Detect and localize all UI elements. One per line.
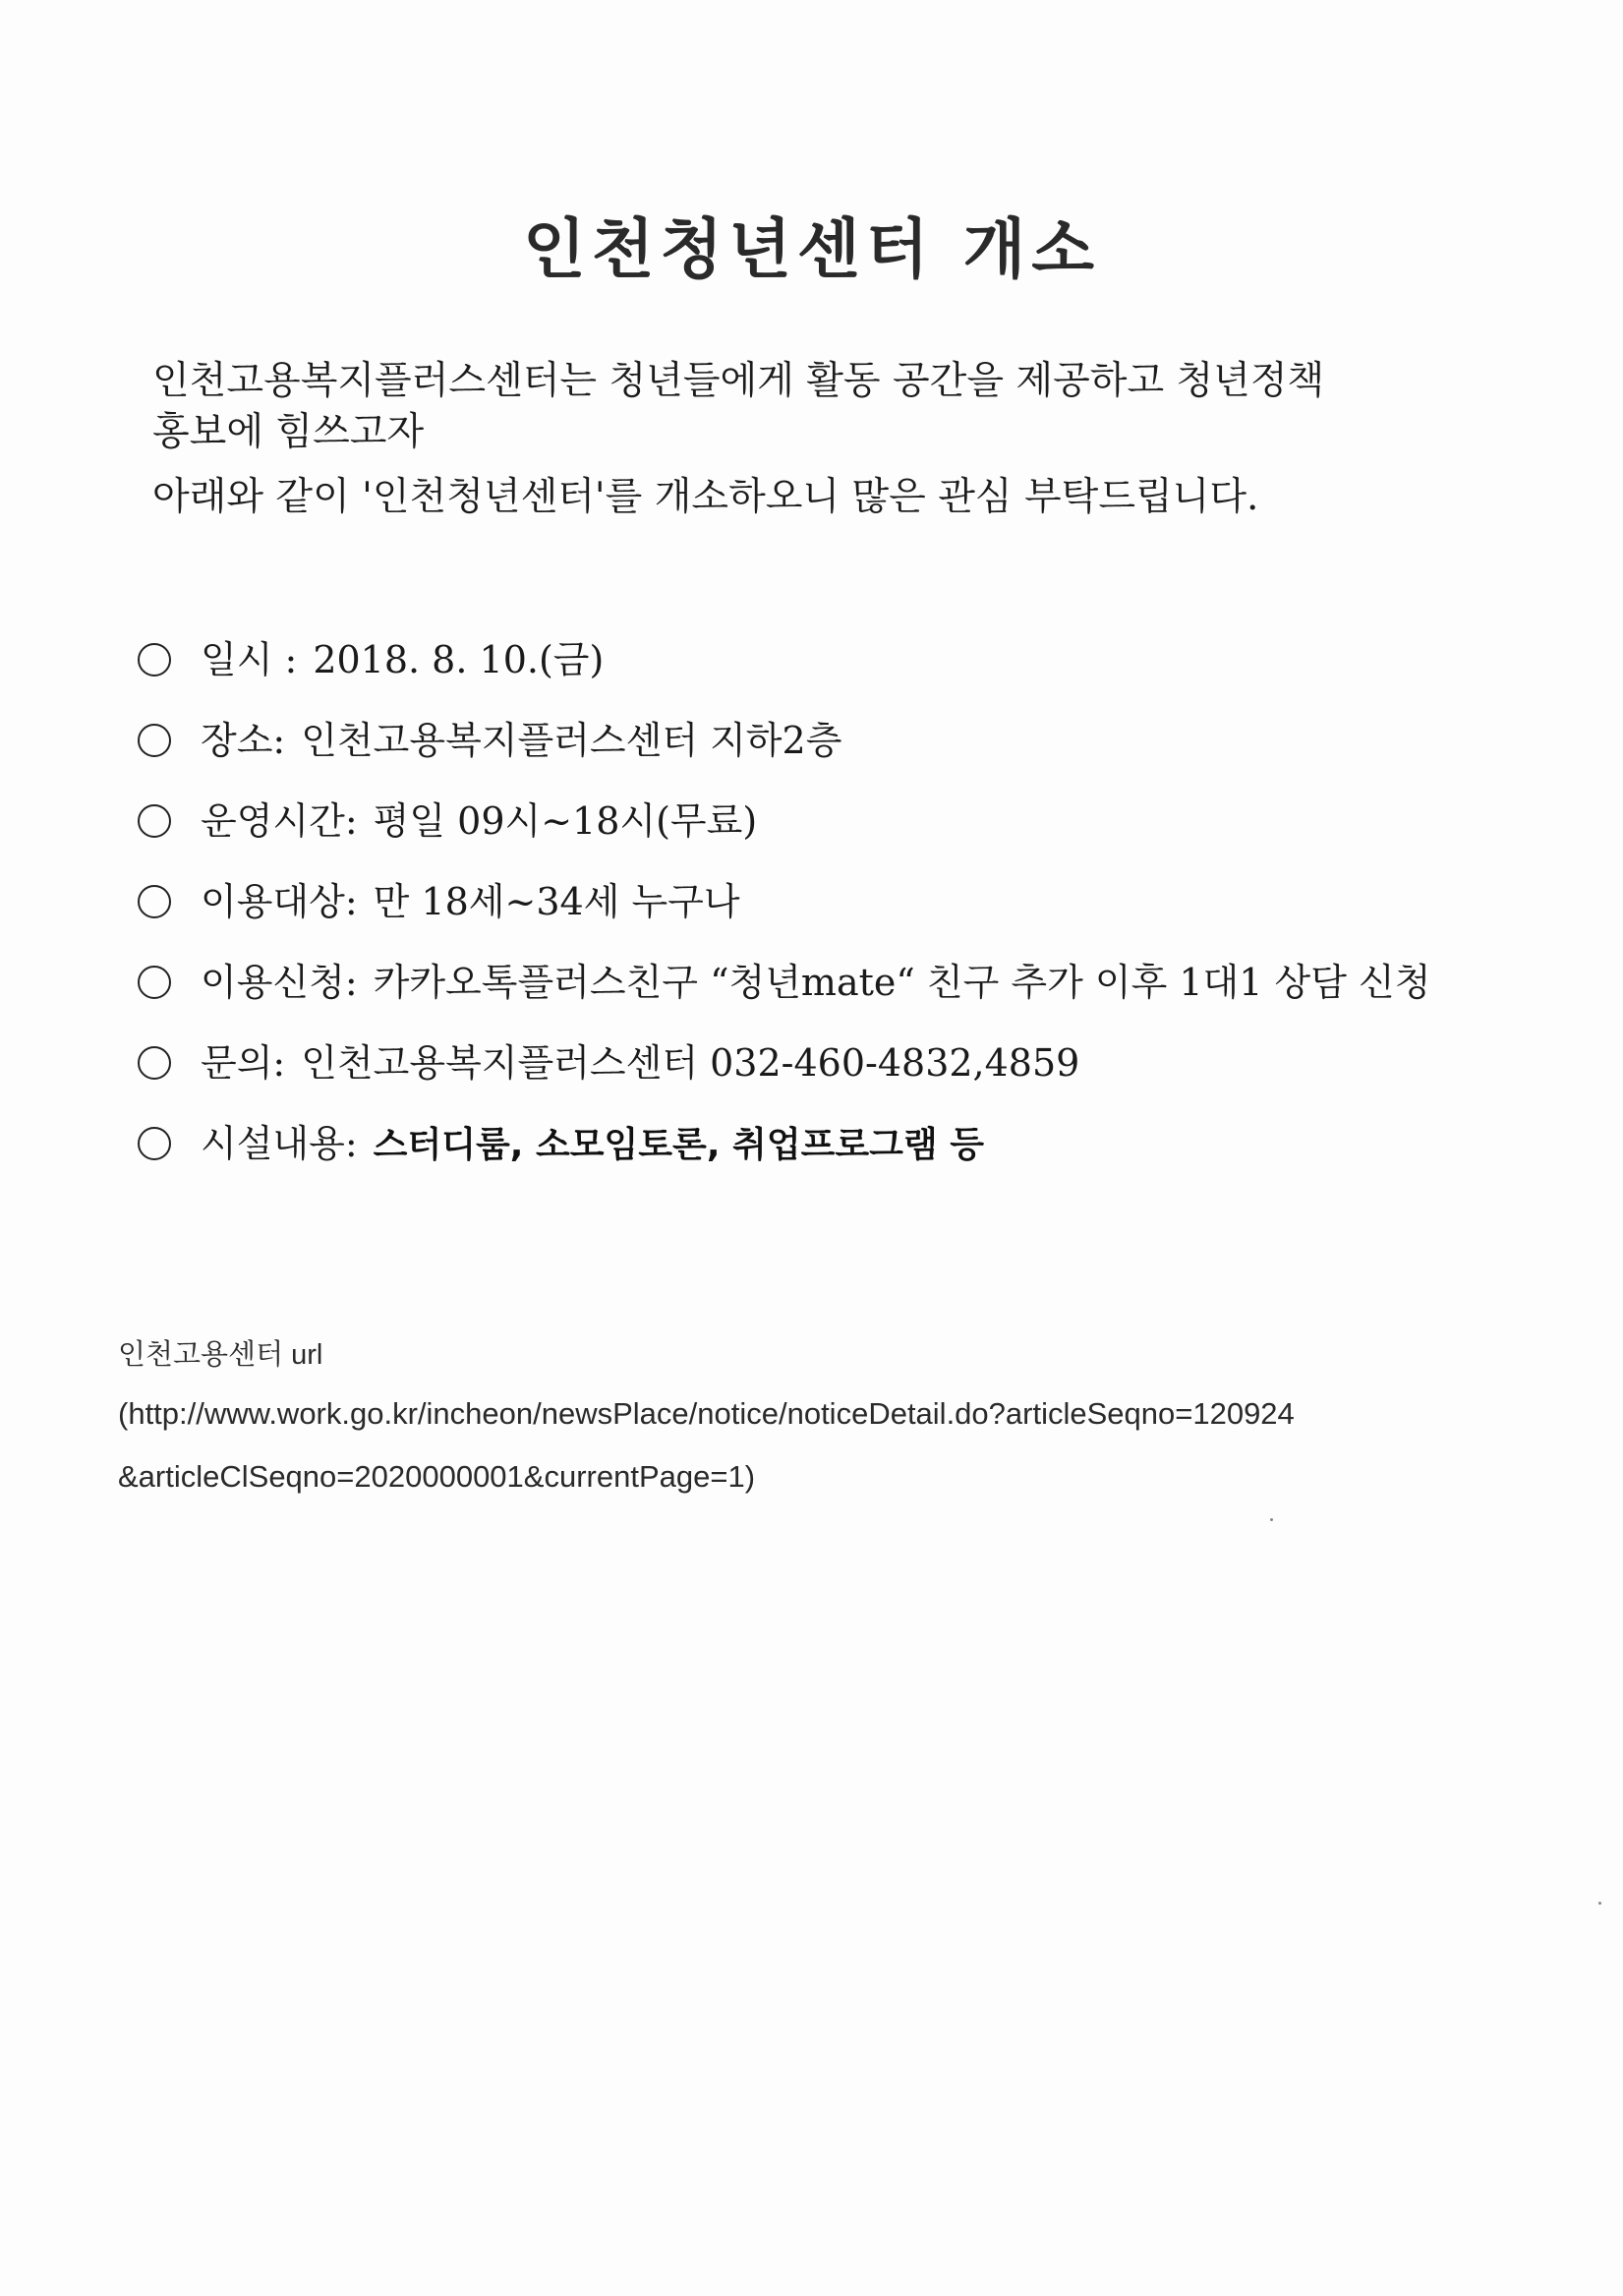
document-title: 인천청년센터 개소 [522, 211, 1101, 287]
intro-line-1: 인천고용복지플러스센터는 청년들에게 활동 공간을 제공하고 청년정책 [152, 359, 1325, 403]
detail-item-date [138, 619, 1534, 700]
intro-paragraph [152, 356, 1509, 523]
detail-value: 평일 09시~18시(무료) [373, 799, 758, 843]
bullet-circle-icon [138, 643, 171, 677]
scan-speck [1598, 1902, 1601, 1905]
detail-value: 만 18세~34세 누구나 [373, 880, 740, 923]
detail-label: 운영시간: [201, 799, 358, 843]
bullet-circle-icon [138, 885, 171, 918]
bullet-circle-icon [138, 724, 171, 757]
detail-value: 인천고용복지플러스센터 032-460-4832,4859 [301, 1041, 1080, 1085]
url-section [118, 1329, 1543, 1508]
url-line-2: &articleClSeqno=2020000001&currentPage=1) [118, 1459, 756, 1494]
intro-line-2: 홍보에 힘쓰고자 [152, 410, 425, 454]
detail-value: 카카오톡플러스친구 “청년mate“ 친구 추가 이후 1대1 상담 신청 [373, 961, 1431, 1004]
detail-label: 이용대상: [201, 880, 358, 923]
detail-item-eligibility [138, 861, 1534, 942]
detail-item-location [138, 700, 1534, 781]
detail-label: 일시 : [201, 638, 298, 681]
detail-value: 2018. 8. 10.(금) [313, 638, 605, 681]
detail-item-inquiry [138, 1023, 1534, 1103]
detail-label: 이용신청: [201, 961, 358, 1004]
scan-speck [1270, 1518, 1273, 1521]
bullet-circle-icon [138, 1046, 171, 1080]
detail-value: 인천고용복지플러스센터 지하2층 [301, 719, 842, 762]
detail-item-application [138, 942, 1534, 1023]
detail-value: 스터디룸, 소모임토론, 취업프로그램 등 [373, 1125, 985, 1165]
detail-item-hours [138, 781, 1534, 861]
detail-label: 시설내용: [201, 1122, 358, 1165]
detail-item-facilities [138, 1103, 1534, 1184]
url-heading: 인천고용센터 url [118, 1339, 323, 1371]
bullet-circle-icon [138, 804, 171, 838]
intro-line-3: 아래와 같이 '인천청년센터'를 개소하오니 많은 관심 부탁드립니다. [152, 475, 1259, 519]
url-line-1: (http://www.work.go.kr/incheon/newsPlace/notice/noticeDetail.do?articleSeqno=120924 [118, 1396, 1295, 1431]
details-list [138, 619, 1534, 1184]
detail-label: 장소: [201, 719, 286, 762]
bullet-circle-icon [138, 966, 171, 999]
detail-label: 문의: [201, 1041, 286, 1085]
bullet-circle-icon [138, 1127, 171, 1160]
